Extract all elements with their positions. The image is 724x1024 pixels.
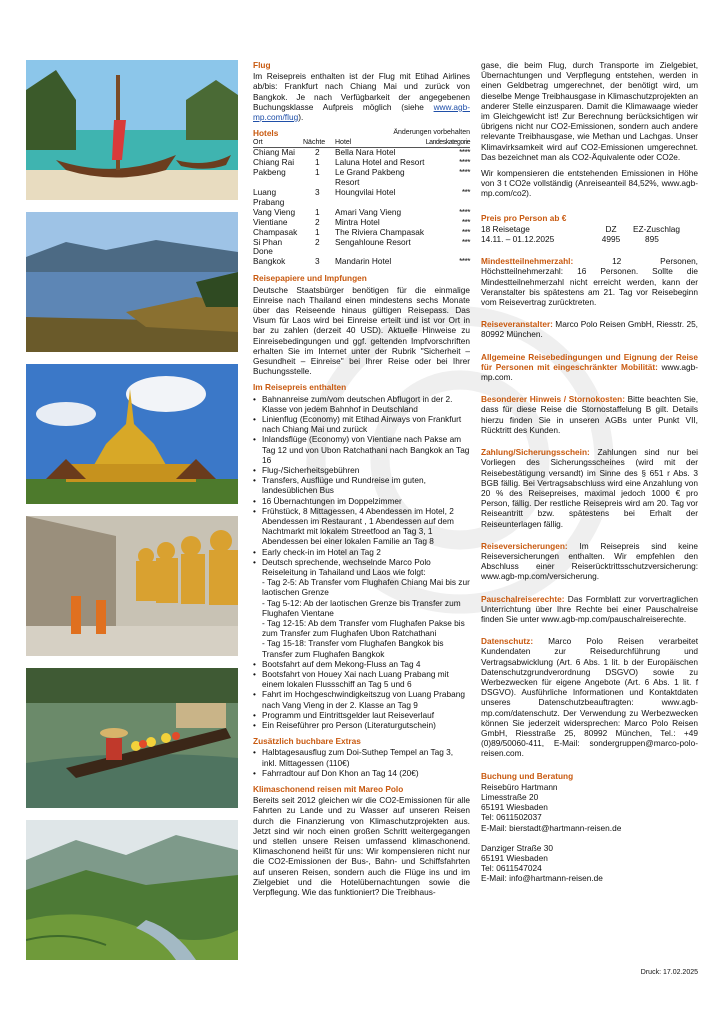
hotels-note: Änderungen vorbehalten xyxy=(393,129,470,137)
preis-row xyxy=(481,234,698,244)
hotel-stars: **** xyxy=(459,167,470,178)
veranstalter-label: Reiseveranstalter: xyxy=(481,319,553,330)
mindest-text: 12 Personen, Höchstteilnehmerzahl: 16 Personen. Sollte die Mindestteilnehmerzahl nicht erreicht werden, kann der Veranstalter bis spätestens am 21. Tag vor Reisebeginn vom Reisevertrag zurücktreten. xyxy=(481,256,698,308)
inklusive-list-2 xyxy=(253,659,470,730)
preis-date: 14.11. – 01.12.2025 xyxy=(481,234,555,245)
hotel-name: Mintra Hotel xyxy=(335,216,380,227)
inklusive-item: • Deutsch sprechende, wechselnde Marco Polo Reiseleitung in Tahailand und Laos wie folgt: xyxy=(253,557,470,577)
buchung-line-9: E-Mail: info@hartmann-reisen.de xyxy=(481,873,603,884)
hotels-table xyxy=(253,139,470,267)
hotel-name: Amari Vang Vieng xyxy=(335,206,402,217)
pauschal-section xyxy=(481,594,698,625)
preis-heading: Preis pro Person ab € xyxy=(481,212,567,223)
col-naechte: Nächte xyxy=(303,139,335,148)
hotel-ort: Vang Vieng xyxy=(253,206,296,217)
reiseleitung-subitem: - Tag 2-5: Ab Transfer vom Flughafen Chiang Mai bis zur laotischen Grenze xyxy=(262,577,470,598)
right-column xyxy=(481,60,698,884)
middle-column xyxy=(253,60,470,903)
inklusive-item: • Flug-/Sicherheitsgebühren xyxy=(253,465,470,475)
hotel-naechte: 1 xyxy=(315,206,320,217)
hotel-name: Mandarin Hotel xyxy=(335,256,392,267)
preis-table xyxy=(481,224,698,244)
storno-label: Besonderer Hinweis / Stornokosten: xyxy=(481,394,625,405)
flug-body: Im Reisepreis enthalten ist der Flug mit Etihad Airlines ab/bis: Frankfurt nach Chiang Mai und zurück von Bangkok. Je nach Verfügbarkeit der angegebenen Buchungsklasse Aufpreis möglich (siehe xyxy=(253,71,470,112)
hotel-ort: Champasak xyxy=(253,226,298,237)
hotel-stars: *** xyxy=(461,236,470,247)
hotel-stars: *** xyxy=(461,216,470,227)
versicherung-section xyxy=(481,541,698,582)
hotel-ort: Vientiane xyxy=(253,216,288,227)
hotel-stars: **** xyxy=(459,157,470,168)
klima-text-3: Wir kompensieren die entstehenden Emissionen in Höhe von 3 t CO2e vollständig (Anreiseanteil 84,52%, www.agb-mp.com/co2). xyxy=(481,168,698,199)
extras-item: • Halbtagesausflug zum Doi-Suthep Tempel an Tag 3, inkl. Mittagessen (110€) xyxy=(253,747,470,767)
storno-section xyxy=(481,394,698,435)
reisepapiere-text: Deutsche Staatsbürger benötigen für die einmalige Einreise nach Thailand einen mindestens sechs Monate über das Reiseende hinaus gültigen Reisepass. Das Visum für Laos wird bei Einreise erteilt und ist vor Ort in bar zu zahlen (derzeit 40 USD). Aktuelle Hinweise zu Einreisebedingungen und ggf. geltenden Impfvorschriften erhalten Sie im Internet unter der Rubrik "Sicherheit – Gesundheit – Einreise" bei Ihrer Reise oder bei Ihrer Buchungsstelle. xyxy=(253,284,470,377)
buchung-line-6: Danziger Straße 30 xyxy=(481,842,553,853)
hotel-name: The Riviera Champasak xyxy=(335,226,424,237)
preis-col-ez: EZ-Zuschlag xyxy=(633,223,681,234)
inklusive-item: • Fahrt im Hochgeschwindigkeitszug von Luang Prabang nach Vang Vieng in der 2. Klasse an Tag 9 xyxy=(253,689,470,709)
hotel-stars: **** xyxy=(459,256,470,267)
inklusive-item: • 16 Übernachtungen im Doppelzimmer xyxy=(253,496,470,506)
buchung-line-2: Limesstraße 20 xyxy=(481,791,539,802)
hotel-naechte: 2 xyxy=(315,216,320,227)
agb-text: www.agb-mp.com. xyxy=(481,361,698,383)
inklusive-item: • Programm und Eintrittsgelder laut Reiseverlauf xyxy=(253,710,470,720)
inklusive-item: • Ein Reiseführer pro Person (Literaturgutschein) xyxy=(253,720,470,730)
photo-mountain-terraces xyxy=(26,820,238,960)
inklusive-item: • Linienflug (Economy) mit Etihad Airways von Frankfurt nach Chiang Mai und zurück xyxy=(253,414,470,434)
buchung-line-1: Reisebüro Hartmann xyxy=(481,781,558,792)
inklusive-item: • Frühstück, 8 Mittagessen, 4 Abendessen im Hotel, 2 Abendessen im Restaurant , 1 Abendessen auf dem Nachtmarkt mit lokalem Streetfood an Tag 3, 1 Abendessen bei einer lokalen Familie an Tag 8 xyxy=(253,506,470,547)
extras-heading: Zusätzlich buchbare Extras xyxy=(253,736,361,747)
inklusive-item: • Bootsfahrt von Houey Xai nach Luang Prabang mit einem lokalen Flussschiff an Tag 5 und 6 xyxy=(253,669,470,689)
preis-header-row xyxy=(481,224,698,234)
buchung-line-8: Tel: 0611547024 xyxy=(481,863,542,874)
reiseleitung-sublist xyxy=(253,577,470,659)
photo-floating-market xyxy=(26,668,238,808)
hotel-naechte: 1 xyxy=(315,226,320,237)
storno-text: Bitte beachten Sie, dass für diese Reise die Stornostaffelung B gilt. Details hierzu finden Sie in unseren AGBs unter Punkt VII, Rücktritt des Kunden. xyxy=(481,394,698,435)
pauschal-text: Das Formblatt zur vorvertraglichen Unterrichtung über Ihre Rechte bei einer Pauschalreise finden Sie unter www.agb-mp.com/pauschalreiserechte. xyxy=(481,593,698,624)
hotel-name: Bella Nara Hotel xyxy=(335,147,396,158)
klima-text-2: gase, die beim Flug, durch Transporte im Zielgebiet, Übernachtungen und Verpflegung entstehen, werden in einen Geldbetrag umgerechnet, der benötigt wird, um dieselbe Menge Treibhausgase in Klimaschutzprojekten an anderer Stelle einzusparen. Damit die Klimawaage wieder im Gleichgewicht ist! Zur Berechnung berücksichtigen wir übrigens nicht nur CO2-Emissionen, sondern auch andere relevante Treibhausgase, wie Methan und Lachgas. Unser Klimavirksamkeit wird auf CO2-Emissionen umgerechnet. Das bezeichnet man als CO2-Äquivalente oder CO2e. xyxy=(481,60,698,162)
photo-monks-buddha-statues xyxy=(26,516,238,656)
hotel-name: Houngvilai Hotel xyxy=(335,187,396,198)
hotel-name: Laluna Hotel and Resort xyxy=(335,157,425,168)
inklusive-item: • Inlandsflüge (Economy) von Vientiane nach Pakse am Tag 12 und von Ubon Ratchathani nach Bangkok an Tag 16 xyxy=(253,434,470,465)
preis-col-dz: DZ xyxy=(605,223,617,234)
preis-label: 18 Reisetage xyxy=(481,223,530,234)
flug-body-end: ). xyxy=(298,112,304,123)
hotel-name: Sengahloune Resort xyxy=(335,236,411,247)
print-date: Druck: 17.02.2025 xyxy=(640,969,698,976)
veranstalter-section xyxy=(481,319,698,339)
preis-ez: 895 xyxy=(645,234,659,245)
datenschutz-section xyxy=(481,636,698,758)
preis-dz: 4995 xyxy=(601,234,621,245)
hotel-naechte: 2 xyxy=(315,236,320,247)
photo-longtail-boats-beach xyxy=(26,60,238,200)
datenschutz-label: Datenschutz: xyxy=(481,636,534,647)
klima-heading: Klimaschonend reisen mit Mareo Polo xyxy=(253,784,404,795)
extras-item: • Fahrradtour auf Don Khon an Tag 14 (20€) xyxy=(253,768,470,778)
hotel-stars: **** xyxy=(459,206,470,217)
hotel-row xyxy=(253,188,470,208)
buchung-line-5: E-Mail: bierstadt@hartmann-reisen.de xyxy=(481,822,622,833)
hotel-naechte: 1 xyxy=(315,167,320,178)
hotel-ort: Si Phan Done xyxy=(253,236,283,257)
buchung-line-7: 65191 Wiesbaden xyxy=(481,853,548,863)
reiseleitung-subitem: - Tag 12-15: Ab dem Transfer vom Flughafen Pakse bis zum Transfer zum Flughafen Ubon Ratchathani xyxy=(262,618,465,639)
zahlung-text: Zahlungen sind nur bei Vorliegen des Sicherungsscheines (wird mit der Reisebestätigung versandt) im Sinne des § 651 r Abs. 3 BGB fällig. Bei Vertragsabschluss wird eine Anzahlung von 20 % des Reisepreises, maximal jedoch 1000 € pro Person, fällig. Der restliche Reisepreis wird am 20. Tag vor Reiseantritt bzw. spätestens bei Erhalt der Reiseunterlagen fällig. xyxy=(481,447,698,529)
photo-golden-stupa xyxy=(26,364,238,504)
mindest-label: Mindestteilnehmerzahl: xyxy=(481,256,574,267)
inklusive-item: • Bahnanreise zum/vom deutschen Abflugort in der 2. Klasse von jedem Bahnhof in Deutschland xyxy=(253,394,470,414)
hotels-section xyxy=(253,128,470,267)
buchung-address-1 xyxy=(481,782,698,833)
zahlung-section xyxy=(481,447,698,529)
col-hotel: Hotel xyxy=(335,139,426,148)
reiseleitung-subitem: - Tag 15-18: Transfer vom Flughafen Bangkok bis Transfer zum Flughafen Bangkok xyxy=(262,638,444,659)
inklusive-heading: Im Reisepreis enthalten xyxy=(253,382,347,393)
flug-text xyxy=(253,71,470,122)
datenschutz-text: Marco Polo Reisen verarbeitet Kundendaten zur Reisedurchführung und Vertragsabwicklung (Art. 6 Abs. 1 lit. b der Europäischen Datenschutzgrundverordnung DSGVO) sowie zu Werbezwecken für eigene Angebote (Art. 6 Abs. 1 lit. f DSGVO). Ausführliche Informationen und Kontaktdaten unseres Datenschutzbeauftragten: www.agb-mp.com/datenschutz. Der Verwendung zu Werbezwecken können Sie jederzeit widersprechen: Marco Polo Reisen GmbH, Riesstraße 25, 80992 München, Tel.: +49 (0)89/50060-411, E-Mail: sondergruppen@marco-polo-reisen.com. xyxy=(481,636,698,759)
klima-text: Bereits seit 2012 gleichen wir die CO2-Emissionen für alle Fahrten zu Lande und zu Wasser auf unseren Reisen durch die Finanzierung von Klimaschutzprojekten aus. Jetzt sind wir noch einen großen Schritt weitergegangen und stellen unsere Reisen umfassend klimaschonend. Klimaschonend heißt für uns: Wir kompensieren nicht nur die CO2-Emissionen der Bus-, Bahn- und Schiffsfahrten auf unseren Reisen, sondern auch die Flüge ins und im Zielgebiet und die Hotelübernachtungen sowie die Verpflegung. Wie das funktioniert? Die Treibhaus- xyxy=(253,795,470,898)
reisepapiere-heading: Reisepapiere und Impfungen xyxy=(253,273,367,284)
buchung-address-2 xyxy=(481,843,698,884)
hotel-ort: Chiang Mai xyxy=(253,147,295,158)
hotel-row xyxy=(253,257,470,267)
photo-river-landscape xyxy=(26,212,238,352)
flug-link[interactable]: www.agb-mp.com/flug xyxy=(253,101,470,123)
hotel-naechte: 3 xyxy=(315,256,320,267)
inklusive-item: • Transfers, Ausflüge und Rundreise im guten, landesüblichen Bus xyxy=(253,475,470,495)
agb-label: Allgemeine Reisebedingungen und Eignung der Reise für Personen mit eingeschränkter Mobilität: xyxy=(481,351,698,372)
hotel-stars: *** xyxy=(461,187,470,198)
hotel-naechte: 1 xyxy=(315,157,320,168)
buchung-line-4: Tel: 0611502037 xyxy=(481,812,542,823)
versicherung-text: Im Reisepreis sind keine Reiseversicherungen enthalten. Wir empfehlen den Abschluss einer Reiserücktrittsschutzversicherung: www.agb-mp.com/versicherung. xyxy=(481,540,698,582)
hotel-ort: Bangkok xyxy=(253,256,286,267)
hotel-row xyxy=(253,168,470,188)
mindest-section xyxy=(481,256,698,307)
hotel-ort: Luang Prabang xyxy=(253,187,285,207)
reiseleitung-subitem: - Tag 5-12: Ab der laotischen Grenze bis Transfer zum Flughafen Vientane xyxy=(262,597,461,618)
zahlung-label: Zahlung/Sicherungsschein: xyxy=(481,447,590,458)
photo-column xyxy=(26,60,238,972)
hotel-stars: *** xyxy=(461,226,470,237)
versicherung-label: Reiseversicherungen: xyxy=(481,540,568,551)
hotel-naechte: 2 xyxy=(315,147,320,158)
hotels-heading: Hotels xyxy=(253,128,279,139)
inklusive-list xyxy=(253,394,470,578)
buchung-line-3: 65191 Wiesbaden xyxy=(481,802,548,813)
hotel-ort: Pakbeng xyxy=(253,167,286,178)
extras-list xyxy=(253,747,470,778)
agb-section xyxy=(481,352,698,383)
hotel-ort: Chiang Rai xyxy=(253,157,295,168)
flug-heading: Flug xyxy=(253,60,271,70)
inklusive-item: • Bootsfahrt auf dem Mekong-Fluss an Tag 4 xyxy=(253,659,470,669)
pauschal-label: Pauschalreiserechte: xyxy=(481,593,565,604)
veranstalter-text: Marco Polo Reisen GmbH, Riesstr. 25, 80992 München. xyxy=(481,319,698,340)
hotel-naechte: 3 xyxy=(315,187,320,198)
col-kategorie: Landeskategorie xyxy=(425,139,470,147)
col-ort: Ort xyxy=(253,139,303,148)
hotel-row xyxy=(253,238,470,258)
inklusive-item: • Early check-in im Hotel an Tag 2 xyxy=(253,547,470,557)
buchung-heading: Buchung und Beratung xyxy=(481,770,574,781)
hotel-stars: **** xyxy=(459,147,470,158)
hotel-name: Le Grand Pakbeng Resort xyxy=(335,167,405,188)
